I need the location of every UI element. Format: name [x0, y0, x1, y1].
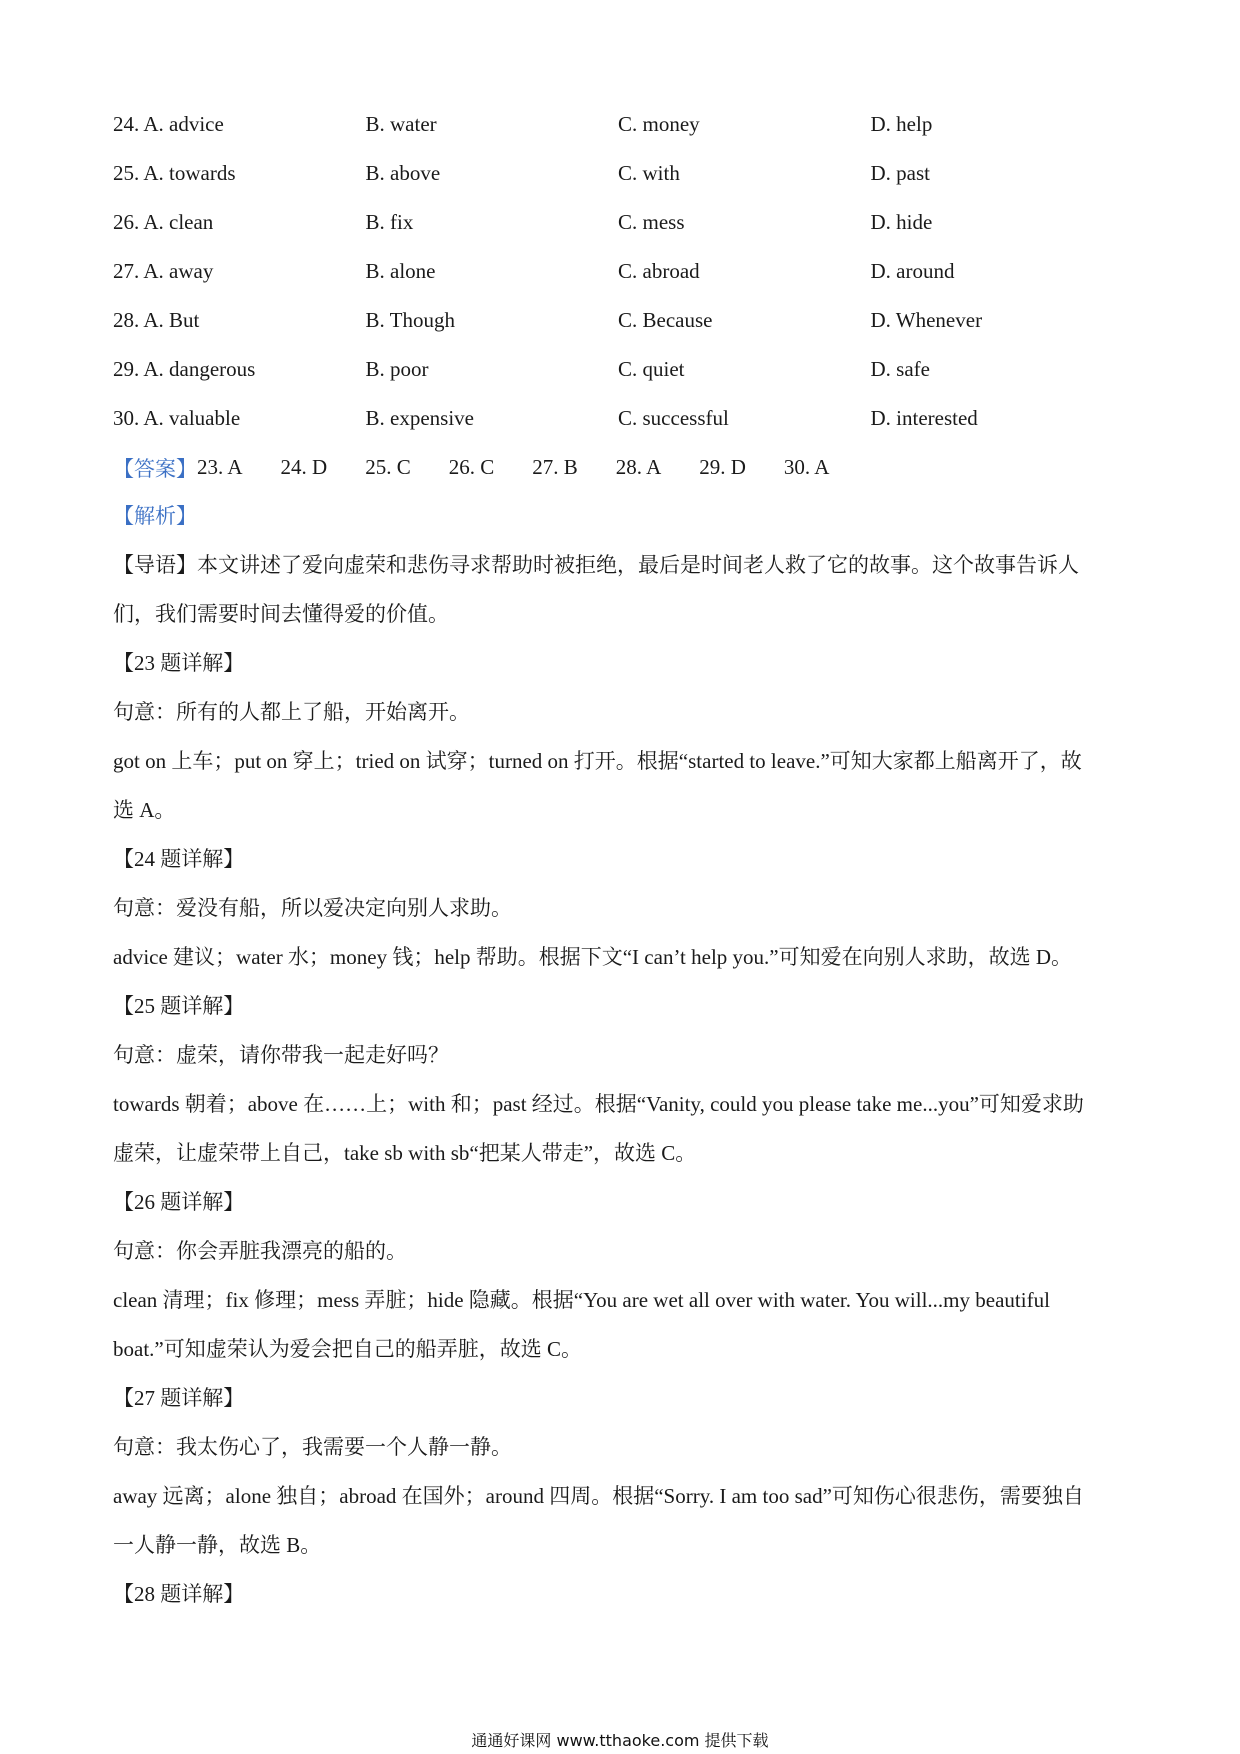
sentence-meaning: 句意：虚荣，请你带我一起走好吗？ — [113, 1043, 449, 1067]
option-c: C. with — [618, 161, 680, 185]
option-d: D. around — [870, 259, 955, 283]
intro-line: 们，我们需要时间去懂得爱的价值。 — [113, 602, 449, 626]
analysis-body — [113, 541, 1123, 1619]
option-row — [113, 247, 1123, 296]
explanation-line: clean 清理；fix 修理；mess 弄脏；hide 隐藏。根据“You are wet all over with water. You will...my beautiful — [113, 1288, 1050, 1312]
analysis-label: 【解析】 — [113, 504, 197, 528]
section-heading-24: 【24 题详解】 — [113, 847, 245, 871]
sentence-meaning: 句意：爱没有船，所以爱决定向别人求助。 — [113, 896, 512, 920]
option-d: D. help — [870, 112, 933, 136]
option-b: B. alone — [365, 259, 436, 283]
option-d: D. safe — [870, 357, 930, 381]
option-c: C. money — [618, 112, 700, 136]
explanation-line: got on 上车；put on 穿上；tried on 试穿；turned on 打开。根据“started to leave.”可知大家都上船离开了，故 — [113, 749, 1082, 773]
option-a: 30. A. valuable — [113, 406, 241, 430]
answer-item: 24. D — [280, 455, 328, 479]
answer-row — [113, 443, 1123, 492]
option-c: C. mess — [618, 210, 685, 234]
option-b: B. water — [365, 112, 437, 136]
option-d: D. Whenever — [870, 308, 983, 332]
section-heading-28: 【28 题详解】 — [113, 1582, 245, 1606]
option-b: B. Though — [365, 308, 455, 332]
section-heading-27: 【27 题详解】 — [113, 1386, 245, 1410]
explanation-line: 一人静一静，故选 B。 — [113, 1533, 322, 1557]
option-row — [113, 100, 1123, 149]
answer-item: 29. D — [699, 455, 746, 479]
option-c: C. Because — [618, 308, 713, 332]
option-b: B. fix — [365, 210, 414, 234]
option-d: D. past — [870, 161, 930, 185]
option-c: C. quiet — [618, 357, 685, 381]
answer-item: 28. A — [615, 455, 662, 479]
option-c: C. successful — [618, 406, 729, 430]
explanation-line: towards 朝着；above 在……上；with 和；past 经过。根据“Vanity, could you please take me...you”可知爱求助 — [113, 1092, 1084, 1116]
answer-item: 27. B — [532, 455, 578, 479]
option-a: 25. A. towards — [113, 161, 236, 185]
option-c: C. abroad — [618, 259, 700, 283]
options-table — [113, 100, 1123, 443]
sentence-meaning: 句意：我太伤心了，我需要一个人静一静。 — [113, 1435, 512, 1459]
option-row — [113, 198, 1123, 247]
option-b: B. above — [365, 161, 441, 185]
section-heading-25: 【25 题详解】 — [113, 994, 245, 1018]
answer-item: 26. C — [448, 455, 495, 479]
explanation-line: advice 建议；water 水；money 钱；help 帮助。根据下文“I can’t help you.”可知爱在向别人求助，故选 D。 — [113, 945, 1073, 969]
section-heading-23: 【23 题详解】 — [113, 651, 245, 675]
sentence-meaning: 句意：所有的人都上了船，开始离开。 — [113, 700, 470, 724]
explanation-line: boat.”可知虚荣认为爱会把自己的船弄脏，故选 C。 — [113, 1337, 582, 1361]
intro-line: 【导语】本文讲述了爱向虚荣和悲伤寻求帮助时被拒绝，最后是时间老人救了它的故事。这个故事告诉人 — [113, 553, 1079, 577]
option-b: B. expensive — [365, 406, 474, 430]
option-a: 29. A. dangerous — [113, 357, 256, 381]
footer-watermark: 通通好课网 www.tthaoke.com 提供下载 — [471, 1731, 769, 1750]
option-row — [113, 149, 1123, 198]
answer-label: 【答案】 — [113, 456, 197, 481]
explanation-line: 选 A。 — [113, 798, 176, 822]
option-a: 26. A. clean — [113, 210, 214, 234]
option-d: D. hide — [870, 210, 933, 234]
answer-item: 30. A — [783, 455, 830, 479]
answer-item: 25. C — [365, 455, 411, 479]
option-d: D. interested — [870, 406, 978, 430]
option-a: 28. A. But — [113, 308, 200, 332]
option-row — [113, 394, 1123, 443]
explanation-line: away 远离；alone 独自；abroad 在国外；around 四周。根据“Sorry. I am too sad”可知伤心很悲伤，需要独自 — [113, 1484, 1084, 1508]
option-a: 24. A. advice — [113, 112, 224, 136]
answer-item: 23. A — [197, 455, 243, 479]
option-row — [113, 345, 1123, 394]
document-page — [113, 100, 1123, 1619]
sentence-meaning: 句意：你会弄脏我漂亮的船的。 — [113, 1239, 407, 1263]
section-heading-26: 【26 题详解】 — [113, 1190, 245, 1214]
explanation-line: 虚荣，让虚荣带上自己，take sb with sb“把某人带走”，故选 C。 — [113, 1141, 697, 1165]
option-a: 27. A. away — [113, 259, 214, 283]
option-b: B. poor — [365, 357, 429, 381]
option-row — [113, 296, 1123, 345]
